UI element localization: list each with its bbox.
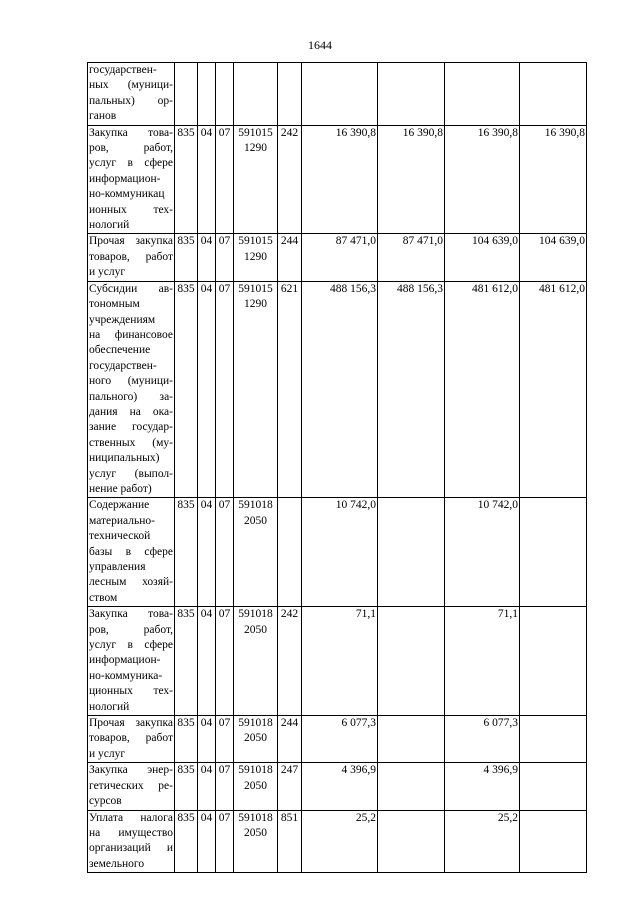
expense-name-line: ров, работ, [89, 623, 173, 636]
amount-cell-3: 71,1 [445, 607, 520, 716]
ministry-code-cell [175, 63, 198, 126]
amount-cell-4: 16 390,8 [520, 125, 587, 234]
target-article-part: 1290 [244, 298, 267, 311]
table-row [88, 63, 587, 126]
expense-name-line: материально- [89, 514, 155, 527]
expense-name-line: ганов [89, 110, 117, 123]
target-article-part: 591015 [238, 282, 273, 295]
target-article-part: 591015 [238, 126, 273, 139]
ministry-code-cell: 835 [175, 281, 198, 498]
expense-name-line: Прочая закупка [89, 717, 173, 730]
amount-cell-4 [520, 63, 587, 126]
amount-cell-3: 16 390,8 [445, 125, 520, 234]
expense-name-line: технической [89, 530, 151, 543]
amount-cell-3: 25,2 [445, 810, 520, 873]
amount-cell-1 [302, 63, 378, 126]
expense-type-cell [278, 498, 302, 607]
amount-cell-2: 16 390,8 [378, 125, 445, 234]
expense-name-cell [88, 63, 175, 126]
expense-name-line: ственных (му- [89, 436, 173, 449]
expense-name-line: нологий [89, 219, 130, 232]
target-article-part: 591018 [238, 811, 273, 824]
expense-name-line: государствен- [89, 64, 157, 76]
expense-name-line: базы в сфере [89, 545, 173, 558]
target-article-part: 1290 [244, 250, 267, 263]
expense-name-line: учреждениям [89, 313, 156, 326]
amount-cell-2 [378, 498, 445, 607]
expense-name-cell [88, 281, 175, 498]
table-row [88, 810, 587, 873]
target-article-part: 2050 [244, 623, 267, 636]
section-code-cell: 04 [198, 234, 216, 281]
expense-type-cell: 242 [278, 125, 302, 234]
amount-cell-4 [520, 607, 587, 716]
target-article-part: 1290 [244, 142, 267, 155]
table-row [88, 716, 587, 763]
expense-name-line: и услуг [89, 266, 126, 279]
table-row [88, 125, 587, 234]
amount-cell-4 [520, 763, 587, 810]
amount-cell-1: 16 390,8 [302, 125, 378, 234]
expense-name-line: Закупка това- [89, 126, 173, 139]
amount-cell-3 [445, 63, 520, 126]
expense-type-cell: 244 [278, 716, 302, 763]
target-article-cell [234, 281, 278, 498]
subsection-code-cell: 07 [216, 498, 234, 607]
ministry-code-cell: 835 [175, 763, 198, 810]
ministry-code-cell: 835 [175, 498, 198, 607]
expense-type-cell [278, 63, 302, 126]
expense-type-cell: 244 [278, 234, 302, 281]
subsection-code-cell: 07 [216, 716, 234, 763]
expense-name-line: ниципальных) [89, 452, 160, 465]
expense-name-line: Содержание [89, 499, 150, 512]
expense-name-line: Прочая закупка [89, 235, 173, 248]
amount-cell-4: 481 612,0 [520, 281, 587, 498]
subsection-code-cell: 07 [216, 763, 234, 810]
expense-name-line: ионных тех- [89, 203, 173, 216]
expense-type-cell: 621 [278, 281, 302, 498]
amount-cell-4 [520, 810, 587, 873]
expense-type-cell: 242 [278, 607, 302, 716]
target-article-part: 2050 [244, 514, 267, 527]
expense-name-line: на финансовое [89, 328, 173, 341]
expense-name-line: ных (муници- [89, 79, 173, 92]
expense-name-line: но-коммуника- [89, 669, 163, 682]
expense-name-cell [88, 125, 175, 234]
expense-name-line: нение работ) [89, 482, 152, 495]
expense-name-line: пального) за- [89, 390, 173, 403]
amount-cell-2 [378, 607, 445, 716]
ministry-code-cell: 835 [175, 716, 198, 763]
subsection-code-cell: 07 [216, 810, 234, 873]
target-article-part: 2050 [244, 826, 267, 839]
subsection-code-cell: 07 [216, 281, 234, 498]
target-article-cell [234, 810, 278, 873]
expense-name-cell [88, 498, 175, 607]
section-code-cell: 04 [198, 607, 216, 716]
expense-name-line: сурсов [89, 795, 122, 808]
expense-name-line: обеспечение [89, 344, 151, 357]
table-row [88, 607, 587, 716]
expense-name-line: Уплата налога [89, 811, 173, 824]
subsection-code-cell: 07 [216, 234, 234, 281]
expense-name-line: ционных тех- [89, 685, 173, 698]
section-code-cell: 04 [198, 763, 216, 810]
expense-type-cell: 247 [278, 763, 302, 810]
target-article-part: 2050 [244, 732, 267, 745]
target-article-part: 2050 [244, 779, 267, 792]
table-row [88, 281, 587, 498]
expense-name-line: дания на ока- [89, 405, 173, 418]
target-article-part: 591018 [238, 499, 273, 512]
expense-name-line: Субсидии ав- [89, 282, 173, 295]
amount-cell-2 [378, 810, 445, 873]
amount-cell-2 [378, 63, 445, 126]
expense-name-line: нологий [89, 700, 130, 713]
expense-name-line: информацион- [89, 172, 161, 185]
amount-cell-3: 10 742,0 [445, 498, 520, 607]
expense-name-line: товаров, работ [89, 250, 173, 263]
expense-name-line: государствен- [89, 359, 157, 372]
target-article-cell [234, 763, 278, 810]
expense-name-line: ного (муници- [89, 375, 173, 388]
amount-cell-1: 10 742,0 [302, 498, 378, 607]
table-row [88, 498, 587, 607]
amount-cell-3: 104 639,0 [445, 234, 520, 281]
expense-name-cell [88, 234, 175, 281]
amount-cell-1: 4 396,9 [302, 763, 378, 810]
amount-cell-1: 87 471,0 [302, 234, 378, 281]
expense-name-line: но-коммуникац [89, 188, 165, 201]
expense-name-line: услуг в сфере [89, 639, 173, 652]
expense-name-line: Закупка това- [89, 608, 173, 621]
amount-cell-4: 104 639,0 [520, 234, 587, 281]
target-article-part: 591018 [238, 717, 273, 730]
expense-name-line: услуг в сфере [89, 157, 173, 170]
budget-table [87, 62, 587, 873]
target-article-cell [234, 234, 278, 281]
amount-cell-1: 6 077,3 [302, 716, 378, 763]
ministry-code-cell: 835 [175, 125, 198, 234]
amount-cell-2: 87 471,0 [378, 234, 445, 281]
section-code-cell: 04 [198, 498, 216, 607]
section-code-cell: 04 [198, 125, 216, 234]
expense-name-cell [88, 810, 175, 873]
expense-name-line: товаров, работ [89, 732, 173, 745]
amount-cell-4 [520, 716, 587, 763]
section-code-cell: 04 [198, 716, 216, 763]
expense-type-cell: 851 [278, 810, 302, 873]
subsection-code-cell [216, 63, 234, 126]
table-body [88, 63, 587, 873]
amount-cell-1: 25,2 [302, 810, 378, 873]
amount-cell-2 [378, 716, 445, 763]
expense-name-line: зание государ- [89, 421, 173, 434]
target-article-cell [234, 607, 278, 716]
subsection-code-cell: 07 [216, 607, 234, 716]
ministry-code-cell: 835 [175, 810, 198, 873]
expense-name-line: гетических ре- [89, 779, 173, 792]
amount-cell-3: 4 396,9 [445, 763, 520, 810]
section-code-cell: 04 [198, 810, 216, 873]
subsection-code-cell: 07 [216, 125, 234, 234]
target-article-cell [234, 63, 278, 126]
amount-cell-2 [378, 763, 445, 810]
target-article-part: 591018 [238, 608, 273, 621]
expense-name-cell [88, 763, 175, 810]
expense-name-line: информацион- [89, 654, 161, 667]
section-code-cell [198, 63, 216, 126]
expense-name-line: лесным хозяй- [89, 576, 173, 589]
expense-name-line: пальных) ор- [89, 94, 173, 107]
amount-cell-1: 71,1 [302, 607, 378, 716]
amount-cell-2: 488 156,3 [378, 281, 445, 498]
target-article-part: 591018 [238, 764, 273, 777]
expense-name-line: услуг (выпол- [89, 467, 173, 480]
target-article-cell [234, 125, 278, 234]
target-article-cell [234, 498, 278, 607]
expense-name-line: Закупка энер- [89, 764, 173, 777]
ministry-code-cell: 835 [175, 607, 198, 716]
target-article-cell [234, 716, 278, 763]
expense-name-line: организаций и [89, 842, 173, 855]
amount-cell-3: 481 612,0 [445, 281, 520, 498]
expense-name-line: земельного [89, 857, 145, 870]
expense-name-line: ством [89, 591, 118, 604]
target-article-part: 591015 [238, 235, 273, 248]
amount-cell-3: 6 077,3 [445, 716, 520, 763]
page-number: 1644 [308, 38, 332, 52]
table-row [88, 234, 587, 281]
expense-name-line: тономным [89, 298, 140, 311]
expense-name-line: управления [89, 561, 146, 573]
section-code-cell: 04 [198, 281, 216, 498]
expense-name-cell [88, 716, 175, 763]
amount-cell-1: 488 156,3 [302, 281, 378, 498]
expense-name-line: на имущество [89, 826, 173, 839]
expense-name-cell [88, 607, 175, 716]
expense-name-line: и услуг [89, 747, 126, 760]
expense-name-line: ров, работ, [89, 142, 173, 155]
amount-cell-4 [520, 498, 587, 607]
ministry-code-cell: 835 [175, 234, 198, 281]
table-row [88, 763, 587, 810]
